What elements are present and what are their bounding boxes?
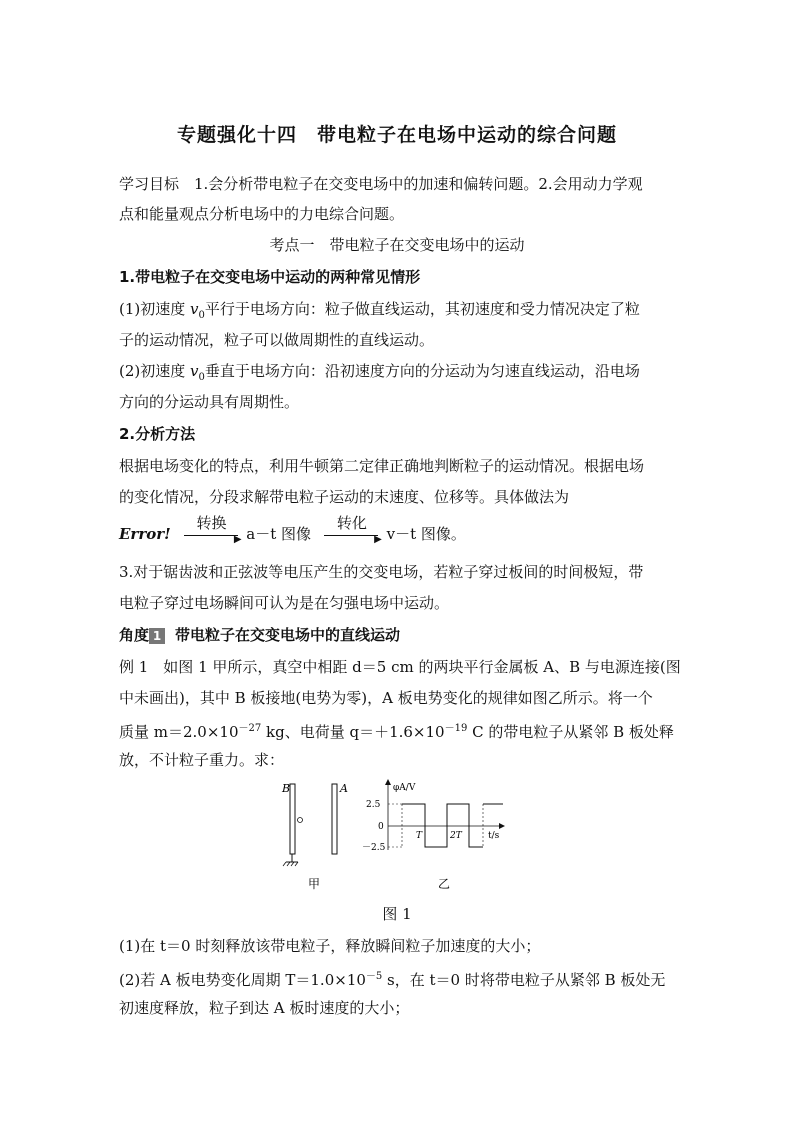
case-1-text: 平行于电场方向：粒子做直线运动，其初速度和受力情况决定了粒 bbox=[204, 300, 640, 318]
arrow-head-icon: ▶ bbox=[233, 534, 242, 545]
question-2-text-cont: s，在 t＝0 时将带电粒子从紧邻 B 板处无 bbox=[382, 971, 666, 989]
point-2-heading: 2.分析方法 bbox=[119, 425, 196, 443]
v-t-graph-text: v－t 图像。 bbox=[386, 525, 466, 543]
a-t-graph-text: a－t 图像 bbox=[246, 525, 312, 543]
example-1-line-4: 放，不计粒子重力。求： bbox=[119, 751, 285, 769]
method-flow bbox=[119, 514, 679, 545]
v0-symbol: v bbox=[190, 362, 199, 380]
example-1-line-1: 例 1 如图 1 甲所示，真空中相距 d＝5 cm 的两块平行金属板 A、B 与电源连接(图 bbox=[119, 658, 681, 676]
convert-arrow bbox=[182, 514, 242, 545]
question-2-line-2: 初速度释放，粒子到达 A 板时速度的大小； bbox=[119, 999, 410, 1017]
release-text: C 的带电粒子从紧邻 B 板处释 bbox=[467, 723, 674, 741]
period-exponent: －5 bbox=[365, 971, 383, 982]
arrow-head-icon: ▶ bbox=[374, 534, 382, 545]
transform-arrow-label: 转化 bbox=[336, 514, 367, 532]
transform-arrow bbox=[322, 514, 382, 545]
t-tick: T bbox=[416, 831, 423, 841]
case-1-prefix: (1)初速度 bbox=[119, 300, 191, 318]
case-2-prefix: (2)初速度 bbox=[119, 362, 191, 380]
caption-yi: 乙 bbox=[438, 877, 451, 891]
question-1: (1)在 t＝0 时刻释放该带电粒子，释放瞬间粒子加速度的大小； bbox=[119, 937, 541, 955]
example-1-line-3 bbox=[119, 719, 679, 742]
y-axis-label: φA/V bbox=[393, 783, 416, 793]
point-3-line-1: 3.对于锯齿波和正弦波等电压产生的交变电场，若粒子穿过板间的时间极短，带 bbox=[119, 563, 644, 581]
angle-label: 角度 bbox=[119, 626, 150, 644]
plate-b-label: B bbox=[282, 782, 291, 795]
charge-exponent: －19 bbox=[444, 723, 468, 734]
figure-jia-plates bbox=[281, 782, 348, 866]
caption-jia: 甲 bbox=[308, 877, 321, 891]
example-1-line-2: 中未画出)，其中 B 板接地(电势为零)，A 板电势变化的规律如图乙所示。将一个 bbox=[119, 689, 653, 707]
method-line-1: 根据电场变化的特点，利用牛顿第二定律正确地判断粒子的运动情况。根据电场 bbox=[119, 457, 645, 475]
case-2-line-1: (2)初速度 $v_0$垂直于电场方向：沿初速度方向的分运动为匀速直线运动，沿电场 bbox=[119, 362, 640, 383]
tick-positive: 2.5 bbox=[366, 800, 381, 810]
mass-exponent: －27 bbox=[238, 723, 262, 734]
question-2-line-1 bbox=[119, 967, 679, 990]
method-line-2: 的变化情况，分段求解带电粒子运动的末速度、位移等。具体做法为 bbox=[119, 488, 570, 506]
figure-yi-graph bbox=[362, 779, 505, 853]
x-axis-label: t/s bbox=[488, 831, 500, 841]
angle-1-heading bbox=[119, 625, 679, 645]
angle-number-badge: 1 bbox=[149, 628, 165, 644]
case-2-line-2: 方向的分运动具有周期性。 bbox=[119, 393, 300, 411]
case-1-line-2: 子的运动情况，粒子可以做周期性的直线运动。 bbox=[119, 331, 435, 349]
charge-text: kg、电荷量 q＝＋1.6×10 bbox=[261, 723, 445, 741]
error-text: Error! bbox=[119, 525, 171, 543]
angle-title: 带电粒子在交变电场中的直线运动 bbox=[175, 626, 401, 644]
plate-a-label: A bbox=[340, 782, 348, 795]
figure-1 bbox=[270, 778, 530, 893]
question-2-text: (2)若 A 板电势变化周期 T＝1.0×10 bbox=[119, 971, 366, 989]
particle-icon bbox=[298, 818, 303, 823]
objectives-line-1: 学习目标 1.会分析带电粒子在交变电场中的加速和偏转问题。2.会用动力学观 bbox=[119, 175, 643, 193]
v0-symbol: v bbox=[190, 300, 199, 318]
mass-text: 质量 m＝2.0×10 bbox=[119, 723, 239, 741]
tick-negative: －2.5 bbox=[362, 843, 386, 853]
tick-zero: 0 bbox=[378, 822, 384, 832]
objectives-line-2: 点和能量观点分析电场中的力电综合问题。 bbox=[119, 205, 405, 223]
2t-tick: 2T bbox=[450, 831, 462, 841]
case-2-text: 垂直于电场方向：沿初速度方向的分运动为匀速直线运动，沿电场 bbox=[204, 362, 640, 380]
case-1-line-1: (1)初速度 $v_0$平行于电场方向：粒子做直线运动，其初速度和受力情况决定了粒 bbox=[119, 300, 640, 321]
point-1-heading: 1.带电粒子在交变电场中运动的两种常见情形 bbox=[119, 268, 421, 286]
page-title: 专题强化十四 带电粒子在电场中运动的综合问题 bbox=[176, 124, 617, 146]
convert-arrow-label: 转换 bbox=[196, 514, 227, 532]
point-3-line-2: 电粒子穿过电场瞬间可认为是在匀强电场中运动。 bbox=[119, 594, 450, 612]
section-heading: 考点一 带电粒子在交变电场中的运动 bbox=[269, 236, 525, 254]
figure-caption: 图 1 bbox=[382, 905, 412, 923]
